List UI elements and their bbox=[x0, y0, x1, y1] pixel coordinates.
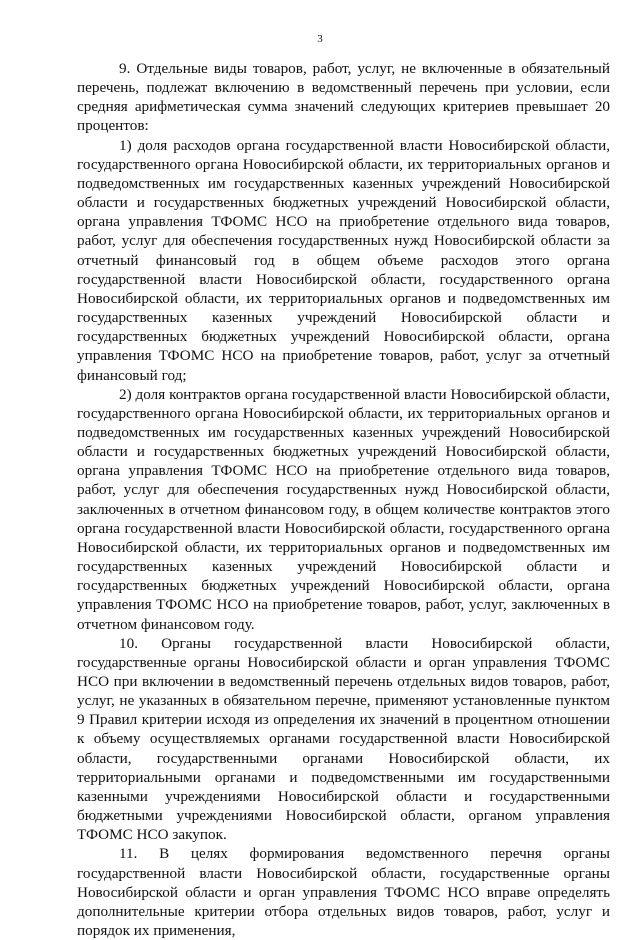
paragraph-item-11: 11. В целях формирования ведомственного перечня органы государственной власти Новосибирской области, государственные органы Новосибирской области и орган управления ТФОМС НСО вправе определять дополнительные критерии отбора отдельных видов товаров, работ, услуг и порядок их применения, bbox=[77, 845, 610, 940]
document-body bbox=[77, 59, 610, 940]
paragraph-item-9: 9. Отдельные виды товаров, работ, услуг, не включенные в обязательный перечень, подлежат включению в ведомственный перечень при условии, если средняя арифметическая сумма значений следующих критериев превышает 20 процентов: bbox=[77, 60, 610, 135]
page-number: 3 bbox=[317, 33, 323, 45]
paragraph-item-10: 10. Органы государственной власти Новосибирской области, государственные органы Новосибирской области и орган управления ТФОМС НСО при включении в ведомственный перечень отдельных видов товаров, работ, услуг, не указанных в обязательном перечне, применяют установленные пунктом 9 Правил критерии исходя из определения их значений в процентном отношении к объему осуществляемых органами государственной власти Новосибирской области, государственными органами Новосибирской области, их территориальными органами и подведомственными им государственными казенными учреждениями Новосибирской области и государственными бюджетными учреждениями Новосибирской области, органом управления ТФОМС НСО закупок. bbox=[77, 634, 610, 844]
paragraph-subitem-2: 2) доля контрактов органа государственной власти Новосибирской области, государственного органа Новосибирской области, их территориальных органов и подведомственных им государственных казенных учреждений Новосибирской области и государственных бюджетных учреждений Новосибирской области, органа управления ТФОМС НСО на приобретение отдельного вида товаров, работ, услуг для обеспечения государственных нужд Новосибирской области, заключенных в отчетном финансовом году, в общем количестве контрактов этого органа государственной власти Новосибирской области, государственного органа Новосибирской области, их территориальных органов и подведомственных им государственных казенных учреждений Новосибирской области и государственных бюджетных учреждений Новосибирской области, органа управления ТФОМС НСО на приобретение товаров, работ, услуг, заключенных в отчетном финансовом году. bbox=[77, 385, 610, 633]
paragraph-subitem-1: 1) доля расходов органа государственной власти Новосибирской области, государственного органа Новосибирской области, их территориальных органов и подведомственных им государственных казенных учреждений Новосибирской области и государственных бюджетных учреждений Новосибирской области, органа управления ТФОМС НСО на приобретение отдельного вида товаров, работ, услуг для обеспечения государственных нужд Новосибирской области за отчетный финансовый год в общем объеме расходов этого органа государственной власти Новосибирской области, государственного органа Новосибирской области, их территориальных органов и подведомственных им государственных казенных учреждений Новосибирской области и государственных бюджетных учреждений Новосибирской области, органа управления ТФОМС НСО на приобретение товаров, работ, услуг за отчетный финансовый год; bbox=[77, 136, 610, 384]
